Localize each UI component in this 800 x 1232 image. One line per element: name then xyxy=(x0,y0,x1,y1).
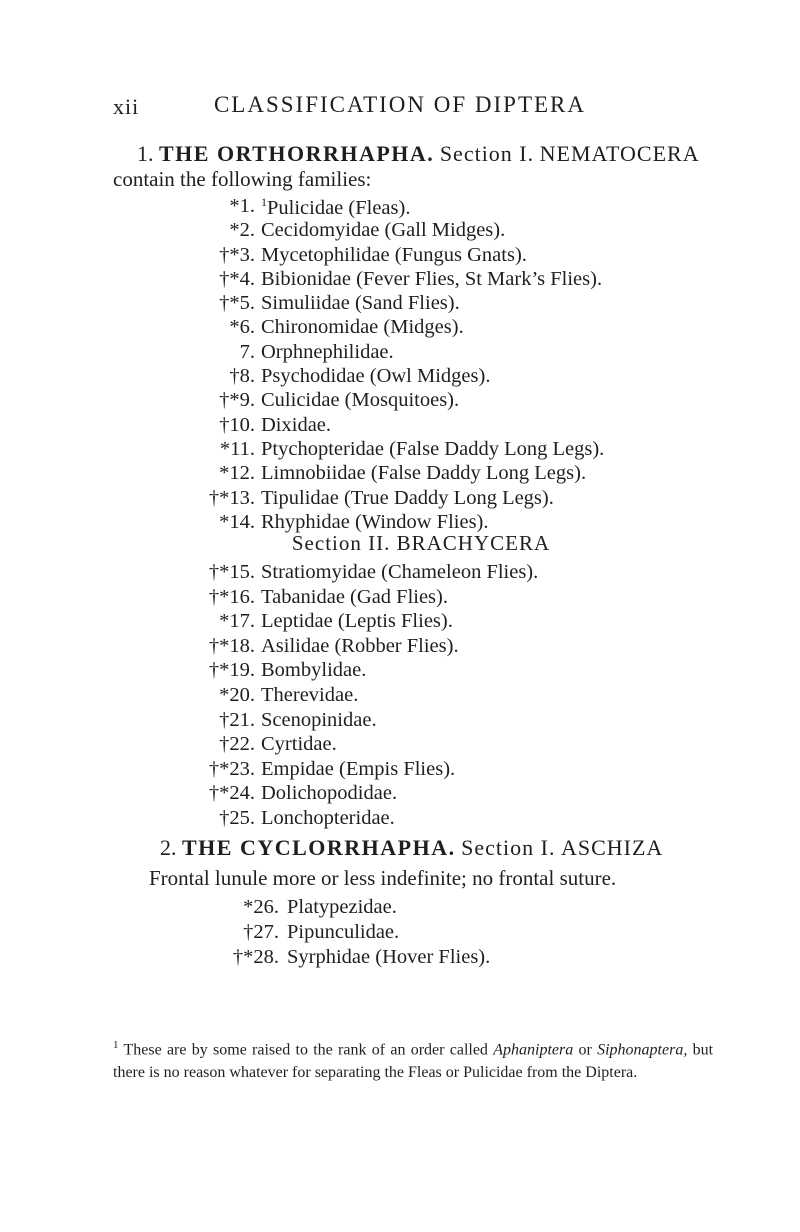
family-number: †*18. xyxy=(208,634,255,657)
family-name: Dolichopodidae. xyxy=(261,782,398,805)
family-entry xyxy=(0,586,800,611)
family-number: †25. xyxy=(219,806,255,829)
family-number: *20. xyxy=(219,683,255,706)
family-number: *2. xyxy=(229,219,255,242)
family-number: *17. xyxy=(219,610,255,633)
family-number: 7. xyxy=(239,340,255,363)
family-name: Ptychopteridae (False Daddy Long Legs). xyxy=(261,437,605,460)
family-number: †*4. xyxy=(219,267,255,290)
family-entry xyxy=(0,733,800,758)
family-number: †*23. xyxy=(208,757,255,780)
family-name: Asilidae (Robber Flies). xyxy=(261,634,459,657)
footnote-term-aphaniptera: Aphaniptera xyxy=(493,1041,574,1059)
family-entry xyxy=(0,195,800,219)
part1-heading xyxy=(137,141,700,167)
part1-section-name: NEMATOCERA xyxy=(539,141,700,166)
part2-intro: Frontal lunule more or less indefinite; no frontal suture. xyxy=(149,866,617,890)
family-name: Orphnephilidae. xyxy=(261,340,394,363)
family-entry xyxy=(0,659,800,684)
family-name: Tipulidae (True Daddy Long Legs). xyxy=(261,486,554,509)
family-name: Leptidae (Leptis Flies). xyxy=(261,610,453,633)
family-name: Bombylidae. xyxy=(261,659,367,682)
family-entry xyxy=(0,438,800,462)
family-number: *26. xyxy=(243,896,279,918)
part2-title: THE CYCLORRHAPHA. xyxy=(182,835,456,860)
family-number: *6. xyxy=(229,316,255,339)
family-name: Limnobiidae (False Daddy Long Legs). xyxy=(261,462,587,485)
family-number: *11. xyxy=(219,437,255,460)
family-name: Simuliidae (Sand Flies). xyxy=(261,292,460,315)
family-list-brachycera xyxy=(0,561,800,832)
part2-number: 2. xyxy=(160,835,177,860)
family-number: †8. xyxy=(229,365,255,388)
family-name: Empidae (Empis Flies). xyxy=(261,757,456,780)
family-entry xyxy=(0,365,800,389)
family-name: Therevidae. xyxy=(261,683,359,706)
part2-heading xyxy=(160,835,663,861)
footnote-ref: 1 xyxy=(261,195,267,209)
family-name: Rhyphidae (Window Flies). xyxy=(261,510,489,533)
family-entry xyxy=(0,244,800,268)
family-entry xyxy=(0,268,800,292)
footnote-marker: 1 xyxy=(113,1039,119,1051)
family-name: Bibionidae (Fever Flies, St Mark’s Flies). xyxy=(261,267,603,290)
family-name: Scenopinidae. xyxy=(261,708,377,731)
family-number: †*3. xyxy=(219,243,255,266)
part1-intro: contain the following families: xyxy=(113,167,372,191)
family-entry xyxy=(0,758,800,783)
family-name: Syrphidae (Hover Flies). xyxy=(287,945,491,968)
page-title: CLASSIFICATION OF DIPTERA xyxy=(213,92,587,117)
family-name: Cyrtidae. xyxy=(261,733,337,756)
family-number: *1. xyxy=(229,195,255,217)
part2-section-label: Section I. xyxy=(461,835,556,860)
family-name: Mycetophilidae (Fungus Gnats). xyxy=(261,243,527,266)
family-name: Dixidae. xyxy=(261,413,332,436)
family-name: Lonchopteridae. xyxy=(261,806,395,829)
family-entry xyxy=(0,684,800,709)
section2-heading: Section II. BRACHYCERA xyxy=(291,531,551,555)
family-name: Culicidae (Mosquitoes). xyxy=(261,389,460,412)
family-number: †21. xyxy=(219,708,255,731)
family-entry xyxy=(0,561,800,586)
family-number: †*24. xyxy=(208,782,255,805)
family-entry xyxy=(0,946,800,971)
family-name: Tabanidae (Gad Flies). xyxy=(261,585,448,608)
footnote: $^1$ These are by some raised to the rank of an order called Aphaniptera or Siphonaptera, but there is no reason whatever for separating the Fleas or Pulicidae from the Diptera. xyxy=(113,1039,714,1082)
part1-number: 1. xyxy=(137,141,154,166)
family-entry xyxy=(0,487,800,511)
family-entry xyxy=(0,219,800,243)
family-number: †*19. xyxy=(208,659,255,682)
family-entry xyxy=(0,341,800,365)
family-number: *12. xyxy=(219,462,255,485)
footnote-term-siphonaptera: Siphonaptera, xyxy=(597,1041,688,1059)
family-entry xyxy=(0,414,800,438)
family-entry xyxy=(0,316,800,340)
family-name: Pipunculidae. xyxy=(287,920,400,943)
family-name: Stratiomyidae (Chameleon Flies). xyxy=(261,561,539,583)
family-number: †22. xyxy=(219,733,255,756)
family-entry xyxy=(0,896,800,921)
family-entry xyxy=(0,921,800,946)
family-entry xyxy=(0,782,800,807)
part1-section-label: Section I. xyxy=(439,141,535,166)
family-entry xyxy=(0,462,800,486)
family-name: Psychodidae (Owl Midges). xyxy=(261,365,491,388)
family-name: Platypezidae. xyxy=(287,896,397,918)
family-number: †27. xyxy=(243,920,279,943)
family-number: †*13. xyxy=(208,486,255,509)
running-head xyxy=(0,92,800,126)
family-number: †10. xyxy=(219,413,255,436)
family-number: †*28. xyxy=(232,945,279,968)
family-entry xyxy=(0,389,800,413)
family-list-aschiza xyxy=(0,896,800,970)
family-entry xyxy=(0,807,800,832)
family-number: *14. xyxy=(219,510,255,533)
family-number: †*5. xyxy=(219,292,255,315)
page-number: xii xyxy=(113,94,140,119)
family-number: †*16. xyxy=(208,585,255,608)
family-entry xyxy=(0,610,800,635)
part2-section-name: ASCHIZA xyxy=(560,835,664,860)
part1-title: THE ORTHORRHAPHA. xyxy=(159,141,435,166)
family-number: †*15. xyxy=(208,561,255,583)
family-entry xyxy=(0,635,800,660)
family-name: Cecidomyidae (Gall Midges). xyxy=(261,219,506,242)
family-number: †*9. xyxy=(219,389,255,412)
family-entry xyxy=(0,292,800,316)
family-name: $^1$Pulicidae (Fleas). xyxy=(261,195,411,219)
family-entry xyxy=(0,709,800,734)
family-name: Chironomidae (Midges). xyxy=(261,316,464,339)
family-list-nematocera xyxy=(0,195,800,535)
